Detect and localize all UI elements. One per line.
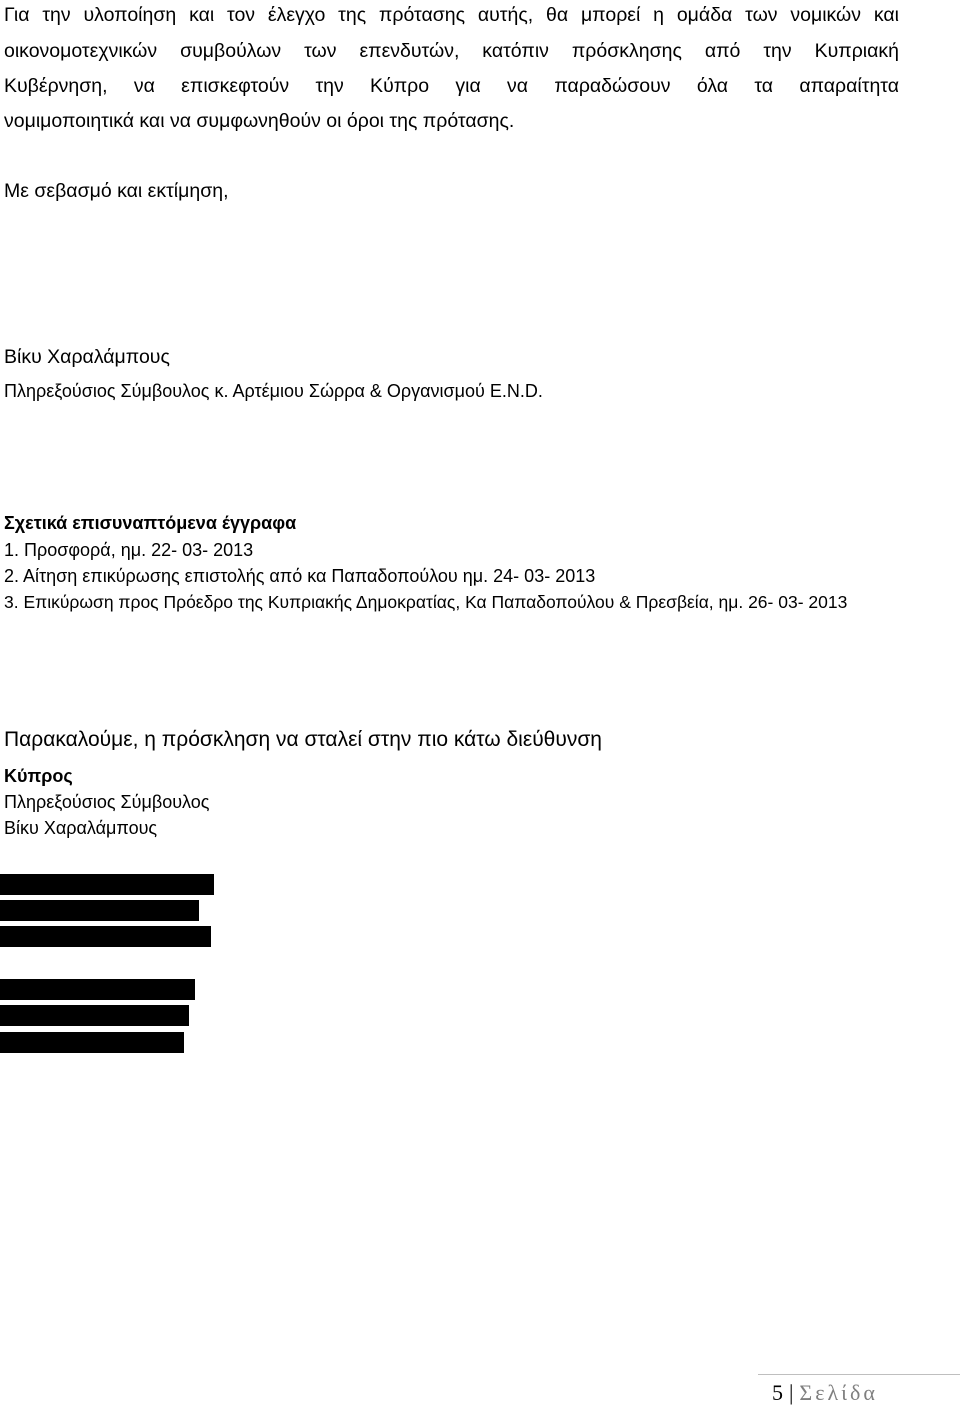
page-number: 5 — [772, 1380, 783, 1405]
invitation-request: Παρακαλούμε, η πρόσκληση να σταλεί στην πιο κάτω διεύθυνση — [4, 728, 602, 751]
footer-separator: | — [789, 1380, 794, 1405]
address-country: Κύπρος — [4, 766, 73, 786]
address-role: Πληρεξούσιος Σύμβουλος — [4, 792, 210, 812]
intro-line: νομιμοποιητικά και να συμφωνηθούν οι όροι της πρότασης. — [4, 110, 515, 132]
attachment-item: 2. Αίτηση επικύρωσης επιστολής από κα Παπαδοπούλου ημ. 24- 03- 2013 — [4, 566, 596, 586]
signatory-name: Βίκυ Χαραλάμπους — [4, 346, 170, 368]
redaction-bar — [0, 1032, 184, 1053]
address-name: Βίκυ Χαραλάμπους — [4, 818, 158, 838]
signatory-title: Πληρεξούσιος Σύμβουλος κ. Αρτέμιου Σώρρα & Οργανισμού E.N.D. — [4, 381, 543, 401]
intro-line: οικονομοτεχνικών συμβούλων των επενδυτών, κατόπιν πρόσκλησης από την Κυπριακή — [4, 40, 899, 62]
attachments-heading: Σχετικά επισυναπτόμενα έγγραφα — [4, 513, 297, 533]
page-label: Σελίδα — [799, 1380, 878, 1405]
intro-line: Κυβέρνηση, να επισκεφτούν την Κύπρο για να παραδώσουν όλα τα απαραίτητα — [4, 75, 899, 97]
footer-rule — [758, 1374, 960, 1375]
redaction-bar — [0, 1005, 189, 1026]
redaction-bar — [0, 900, 199, 921]
redaction-bar — [0, 979, 195, 1000]
redaction-bar — [0, 874, 214, 895]
page-footer — [772, 1380, 878, 1406]
attachment-item: 1. Προσφορά, ημ. 22- 03- 2013 — [4, 540, 254, 560]
intro-line: Για την υλοποίηση και τον έλεγχο της πρότασης αυτής, θα μπορεί η ομάδα των νομικών και — [4, 4, 899, 26]
closing-salutation: Με σεβασμό και εκτίμηση, — [4, 180, 229, 202]
redaction-bar — [0, 926, 211, 947]
attachment-item: 3. Επικύρωση προς Πρόεδρο της Κυπριακής Δημοκρατίας, Κα Παπαδοπούλου & Πρεσβεία, ημ. 26- 03- 2013 — [4, 592, 848, 612]
